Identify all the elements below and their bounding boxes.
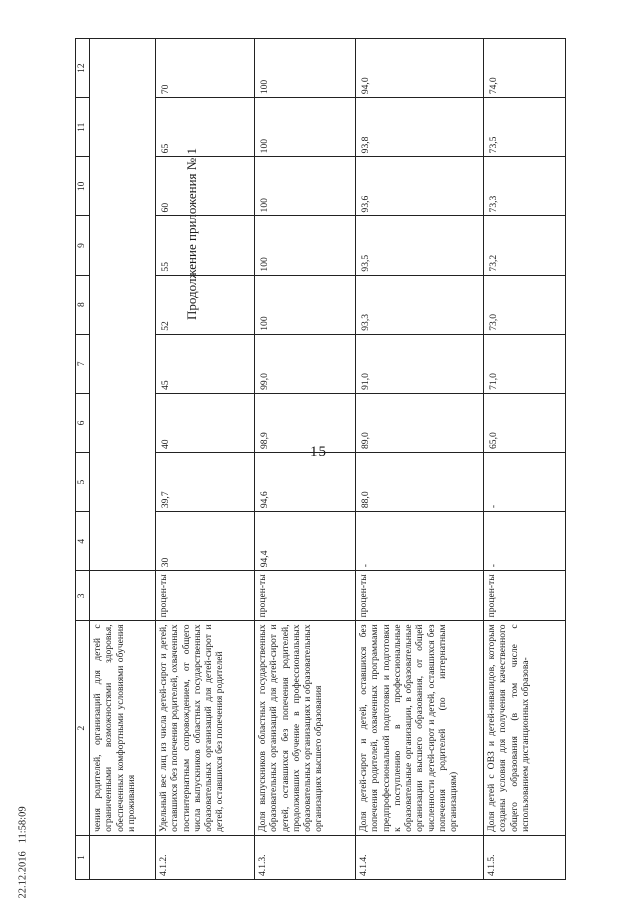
value-cell: 73,3 bbox=[484, 157, 566, 216]
value-cell: 65,0 bbox=[484, 393, 566, 452]
column-header: 5 bbox=[76, 453, 90, 512]
value-cell: 52 bbox=[156, 275, 255, 334]
value-cell: 100 bbox=[255, 39, 356, 98]
value-cell: 91,0 bbox=[356, 334, 484, 393]
value-cell: 89,0 bbox=[356, 393, 484, 452]
row-number: 4.1.5. bbox=[484, 835, 566, 879]
column-header: 7 bbox=[76, 334, 90, 393]
unit-cell: процен-ты bbox=[156, 571, 255, 621]
value-cell: 93,6 bbox=[356, 157, 484, 216]
print-time: 11:58:09 bbox=[17, 806, 29, 844]
unit-cell bbox=[90, 571, 156, 621]
indicator-name: Доля детей с ОВЗ и детей-инвалидов, которым созданы условия для получения качественного общего образования (в том числе с использованием дистанционных образова- bbox=[484, 621, 566, 836]
value-cell: 94,0 bbox=[356, 39, 484, 98]
value-cell: 93,5 bbox=[356, 216, 484, 275]
value-cell: 88,0 bbox=[356, 453, 484, 512]
indicators-table bbox=[75, 38, 566, 880]
rotated-table-wrapper bbox=[75, 38, 565, 880]
value-cell: 93,8 bbox=[356, 98, 484, 157]
appendix-continuation-label: Продолжение приложения № 1 bbox=[184, 148, 199, 320]
indicator-name: Удельный вес лиц из числа детей-сирот и детей, оставшихся без попечения родителей, охваченных постинтернатным сопровождением, от общего числа выпускников областных государственных образовательных организаций для детей-сирот и детей, оставшихся без попечения родителей bbox=[156, 621, 255, 836]
value-cell: 100 bbox=[255, 216, 356, 275]
column-header: 3 bbox=[76, 571, 90, 621]
value-cell: 93,3 bbox=[356, 275, 484, 334]
row-number: 4.1.2. bbox=[156, 835, 255, 879]
column-header: 8 bbox=[76, 275, 90, 334]
column-header: 10 bbox=[76, 157, 90, 216]
table-row bbox=[156, 39, 255, 880]
value-cell: 71,0 bbox=[484, 334, 566, 393]
column-header: 4 bbox=[76, 512, 90, 571]
page-number: 15 bbox=[310, 444, 327, 460]
value-cell bbox=[90, 39, 156, 571]
value-cell: 100 bbox=[255, 157, 356, 216]
row-number bbox=[90, 835, 156, 879]
value-cell: 30 bbox=[156, 512, 255, 571]
unit-cell: процен-ты bbox=[484, 571, 566, 621]
value-cell: 100 bbox=[255, 275, 356, 334]
unit-cell: процен-ты bbox=[255, 571, 356, 621]
value-cell: 100 bbox=[255, 98, 356, 157]
value-cell: 94,6 bbox=[255, 453, 356, 512]
value-cell: 60 bbox=[156, 157, 255, 216]
value-cell: 55 bbox=[156, 216, 255, 275]
indicator-name: Доля выпускников областных государственных образовательных организаций для детей-сирот и детей, оставшихся без попечения родителей, продолживших обучение в профессиональных образовательных организациях и образовательных организациях высшего образования bbox=[255, 621, 356, 836]
value-cell: 73,0 bbox=[484, 275, 566, 334]
value-cell: 74,0 bbox=[484, 39, 566, 98]
indicator-name: чения родителей, организаций для детей с ограниченными возможностями здоровья, обеспеченных комфортными условиями обучения и проживания bbox=[90, 621, 156, 836]
value-cell: 99,0 bbox=[255, 334, 356, 393]
table-row bbox=[484, 39, 566, 880]
value-cell: 73,5 bbox=[484, 98, 566, 157]
value-cell: 70 bbox=[156, 39, 255, 98]
table-row bbox=[356, 39, 484, 880]
column-header: 12 bbox=[76, 39, 90, 98]
table-row bbox=[90, 39, 156, 880]
value-cell: 45 bbox=[156, 334, 255, 393]
value-cell: - bbox=[356, 512, 484, 571]
table-row bbox=[255, 39, 356, 880]
column-header: 9 bbox=[76, 216, 90, 275]
column-header: 1 bbox=[76, 835, 90, 879]
print-date: 22.12.2016 bbox=[17, 851, 29, 899]
value-cell: 39,7 bbox=[156, 453, 255, 512]
unit-cell: процен-ты bbox=[356, 571, 484, 621]
value-cell: 94,4 bbox=[255, 512, 356, 571]
column-header: 2 bbox=[76, 621, 90, 836]
value-cell: 98,9 bbox=[255, 393, 356, 452]
column-number-row bbox=[76, 39, 90, 880]
row-number: 4.1.3. bbox=[255, 835, 356, 879]
row-number: 4.1.4. bbox=[356, 835, 484, 879]
value-cell: 65 bbox=[156, 98, 255, 157]
value-cell: 73,2 bbox=[484, 216, 566, 275]
print-timestamp bbox=[18, 749, 29, 899]
value-cell: - bbox=[484, 512, 566, 571]
value-cell: - bbox=[484, 453, 566, 512]
column-header: 11 bbox=[76, 98, 90, 157]
indicator-name: Доля детей-сирот и детей, оставшихся без попечения родителей, охваченных программами предпрофессиональной подготовки и подготовки к поступлению в профессиональные образовательные организации, в образовательные организации высшего образования, от общей численности детей-сирот и детей, оставшихся без попечения родителей (по интернатным организациям) bbox=[356, 621, 484, 836]
value-cell: 40 bbox=[156, 393, 255, 452]
column-header: 6 bbox=[76, 393, 90, 452]
